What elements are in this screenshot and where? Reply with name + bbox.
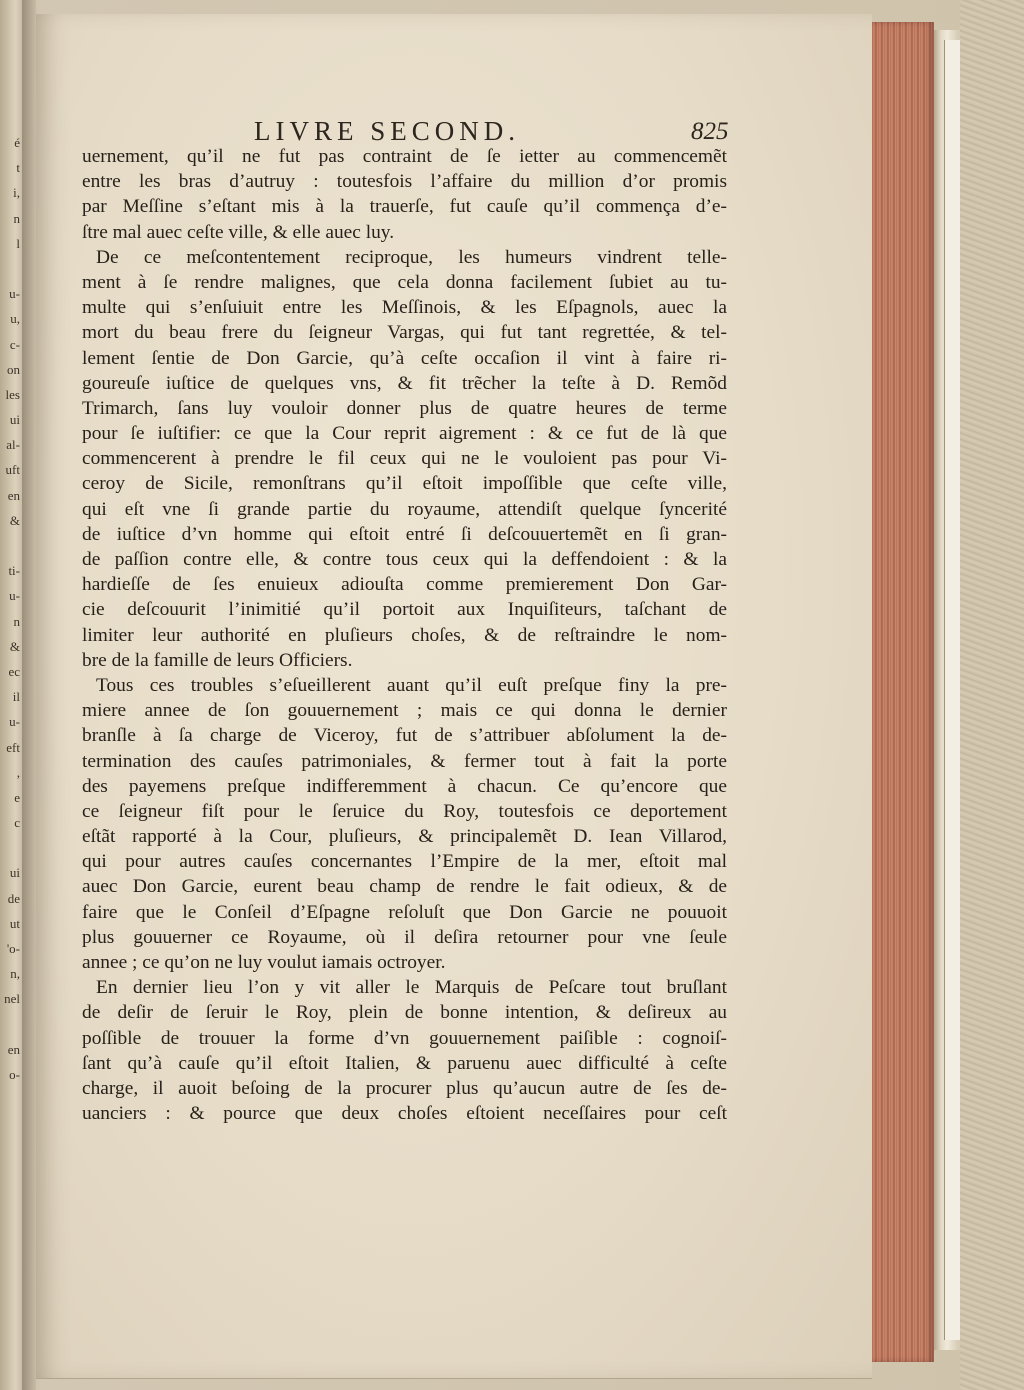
text-line: eſtãt rapporté à la Cour, pluſieurs, & principalemẽt D. Iean Villarod,	[82, 826, 727, 848]
text-line: termination des cauſes patrimoniales, & fermer tout à fait la porte	[82, 750, 727, 772]
margin-fragment: en	[7, 1041, 20, 1057]
margin-fragment	[0, 835, 20, 860]
margin-fragment: uft	[5, 462, 20, 478]
text-line: miere annee de ſon gouuernement ; mais ce qui donna le dernier	[82, 700, 727, 722]
text-line: goureuſe iuſtice de quelques vns, & fit trẽcher la teſte à D. Remõd	[82, 372, 727, 394]
margin-fragment: eft	[6, 739, 20, 755]
text-line: entre les bras d’autruy : toutesfois l’affaire du million d’or promis	[82, 171, 727, 193]
margin-fragment: ti-	[8, 563, 20, 579]
text-line: Tous ces troubles s’eſueillerent auant qu’il euſt preſque finy la pre-	[96, 674, 727, 696]
text-line: lement ſentie de Don Garcie, qu’à ceſte occaſion il vint à faire ri-	[82, 347, 727, 369]
text-line: ſtre mal auec ceſte ville, & elle auec luy.	[82, 221, 395, 243]
red-page-edges	[872, 22, 934, 1362]
margin-fragment: nel	[4, 991, 20, 1007]
text-line: annee ; ce qu’on ne luy voulut iamais octroyer.	[82, 952, 446, 973]
text-line: commencerent à prendre le fil ceux qui ne le vouloient pas pour Vi-	[82, 448, 727, 470]
text-line: plus gouuerner ce Royaume, où il deſira retourner pour vne ſeule	[82, 926, 727, 948]
text-line: par Meſſine s’eſtant mis à la trauerſe, fut cauſe qu’il commença d’e-	[82, 196, 727, 218]
margin-fragment: o-	[9, 1066, 20, 1082]
text-line: mort du beau frere du ſeigneur Vargas, qui fut tant regrettée, & tel-	[82, 322, 727, 344]
text-line: bre de la famille de leurs Officiers.	[82, 649, 353, 671]
text-line: ment à ſe rendre malignes, que cela donna facilement ſubiet au tu-	[82, 271, 727, 293]
margin-fragment: e	[14, 789, 20, 805]
page-number: 825	[691, 118, 729, 145]
margin-fragment: i,	[13, 185, 20, 201]
margin-fragment	[0, 533, 20, 558]
text-line: ce ſeigneur fiſt pour le ſeruice du Roy, toutesfois ce deportement	[82, 800, 727, 822]
text-line: hardieſſe de ſes enuieux adiouſta comme premierement Don Gar-	[82, 574, 727, 596]
margin-fragment: n	[13, 210, 20, 226]
margin-fragment: c-	[9, 336, 20, 352]
text-line: multe qui s’enſuiuit entre les Meſſinois, & les Eſpagnols, auec la	[82, 297, 727, 319]
margin-fragment	[0, 1012, 20, 1037]
margin-fragment: u-	[9, 286, 20, 302]
margin-fragment: 'o-	[6, 941, 20, 956]
book-page	[36, 14, 872, 1379]
text-line: qui pour autres cauſes concernantes l’Empire de la mer, eſtoit mal	[82, 851, 727, 873]
text-line: uernement, qu’il ne fut pas contraint de ſe ietter au commencemẽt	[82, 146, 727, 167]
margin-fragment: u,	[10, 311, 20, 327]
previous-page-margin-text	[0, 130, 20, 1180]
text-line: de deſir de ſeruir le Roy, plein de bonne intention, & deſireux au	[82, 1002, 727, 1024]
text-line: de iuſtice d’vn homme qui eſtoit entré ſi deſcouuertemẽt en ſi gran-	[82, 523, 727, 545]
text-line: De ce meſcontentement reciproque, les humeurs vindrent telle-	[96, 246, 727, 268]
margin-fragment: l	[16, 235, 20, 251]
margin-fragment: ui	[9, 412, 20, 428]
margin-fragment: les	[5, 386, 20, 402]
margin-fragment: de	[7, 890, 20, 906]
text-line: des payemens preſque indifferemment à chacun. Ce qu’encore que	[82, 775, 727, 797]
margin-fragment: é	[14, 135, 20, 150]
text-line: uanciers : & pource que deux choſes eſtoient neceſſaires pour ceſt	[82, 1103, 727, 1125]
margin-fragment: n	[13, 613, 20, 629]
margin-fragment: n,	[10, 966, 20, 982]
margin-fragment: t	[16, 160, 20, 176]
binding-board	[960, 0, 1024, 1390]
text-line: charge, il auoit beſoing de la procurer plus qu’aucun autre de ſes de-	[82, 1077, 727, 1099]
text-line: limiter leur authorité en pluſieurs choſes, & de reſtraindre le nom-	[82, 624, 727, 646]
text-line: Trimarch, ſans luy vouloir donner plus de quatre heures de terme	[82, 397, 727, 419]
margin-fragment: ,	[16, 764, 20, 780]
body-text	[82, 144, 727, 1126]
text-line: ceroy de Sicile, remonſtrans qu’il eſtoit impoſſible que ceſte ville,	[82, 473, 727, 495]
text-line: de paſſion contre elle, & contre tous ceux qui la deffendoient : & la	[82, 549, 727, 570]
text-line: cie deſcouurit l’inimitié qu’il portoit aux Inquiſiteurs, taſchant de	[82, 599, 727, 621]
text-line: qui eſt vne ſi grande partie du royaume, attendiſt quelque ſyncerité	[82, 498, 727, 520]
margin-fragment: ui	[9, 865, 20, 881]
text-line: poſſible de trouuer la forme d’vn gouuernement paiſible : cognoiſ-	[82, 1027, 727, 1049]
text-line: pour ſe iuſtifier: ce que la Cour reprit aigrement : & ce fut de là que	[82, 423, 727, 445]
text-line: auec Don Garcie, eurent beau champ de rendre le fait odieux, & de	[82, 876, 727, 898]
margin-fragment: &	[9, 638, 20, 654]
margin-fragment: ut	[9, 915, 20, 931]
text-line: faire que le Conſeil d’Eſpagne reſoluſt que Don Garcie ne pouuoit	[82, 901, 727, 923]
margin-fragment	[0, 256, 20, 281]
margin-fragment: ec	[8, 663, 20, 679]
margin-fragment: c	[14, 815, 20, 831]
margin-fragment: on	[7, 361, 20, 377]
gutter-shadow	[22, 0, 36, 1390]
margin-fragment: il	[12, 689, 20, 705]
margin-fragment: en	[7, 487, 20, 503]
margin-fragment: u-	[9, 588, 20, 604]
margin-fragment: al-	[6, 437, 20, 453]
margin-fragment: u-	[9, 714, 20, 730]
running-head: LIVRE SECOND.	[254, 116, 520, 146]
text-line: branſle à ſa charge de Viceroy, fut de s’attribuer abſolument la de-	[82, 725, 727, 747]
margin-fragment: &	[9, 512, 20, 528]
text-line: ſant qu’à cauſe qu’il eſtoit Italien, & paruenu auec difficulté à ceſte	[82, 1052, 727, 1074]
text-line: En dernier lieu l’on y vit aller le Marquis de Peſcare tout bruſlant	[96, 977, 727, 999]
